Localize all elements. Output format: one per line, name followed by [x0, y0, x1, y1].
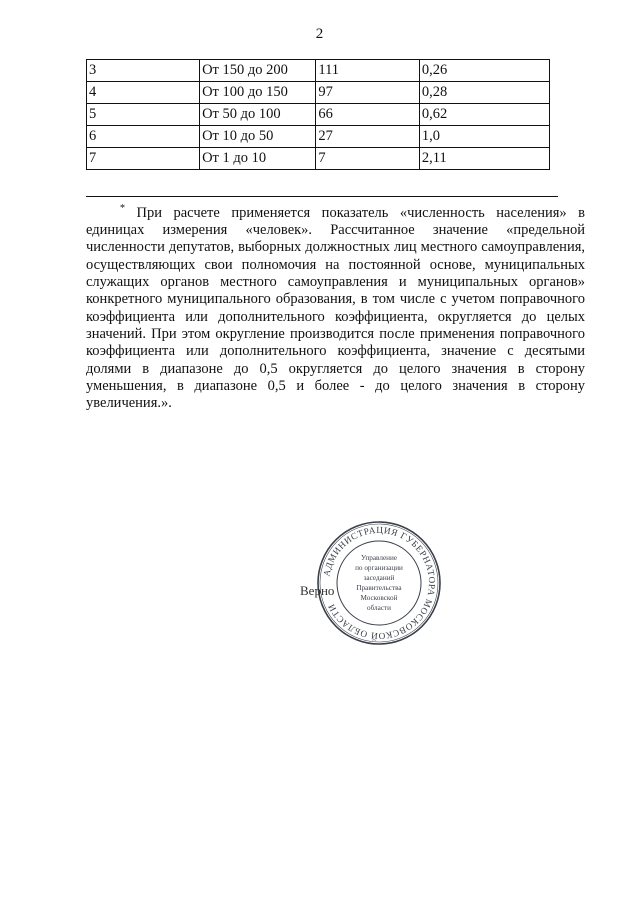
table-cell: 6 — [87, 126, 200, 148]
table-cell: 7 — [316, 148, 420, 170]
table-cell: 27 — [316, 126, 420, 148]
table-cell: 0,62 — [419, 104, 549, 126]
certified-copy-label: Верно — [300, 583, 335, 598]
table-cell: 4 — [87, 82, 200, 104]
stamp-line: Правительства — [356, 584, 402, 592]
stamp-ring-text: АДМИНИСТРАЦИЯ ГУБЕРНАТОРА МОСКОВСКОЙ ОБЛАСТИ — [321, 524, 438, 642]
table-cell: От 1 до 10 — [200, 148, 316, 170]
table-cell: 0,26 — [419, 60, 549, 82]
footnote-text: При расчете применяется показатель «численность населения» в единицах измерения «человек». Рассчитанное значение «предельной численности депутатов, выборных должностных лиц местного самоуправления, осуществляющих свои полномочия на постоянной основе, муниципальных служащих органов местного самоуправления и муниципальных органов» конкретного муниципального образования, в том числе с учетом поправочного коэффициента или дополнительного коэффициента, округляется до целых значений. При этом округление производится после применения поправочного коэффициента или дополнительного коэффициента, значение с десятыми долями в диапазоне до 0,5 округляется до целого значения в сторону уменьшения, в диапазоне 0,5 и более - до целого значения в сторону увеличения.». — [86, 204, 585, 412]
official-stamp — [316, 520, 442, 646]
table-cell: От 10 до 50 — [200, 126, 316, 148]
table-cell: От 50 до 100 — [200, 104, 316, 126]
stamp-line: по организации — [355, 564, 403, 572]
table-row — [87, 82, 550, 104]
stamp-line: области — [366, 604, 392, 612]
table-cell: 5 — [87, 104, 200, 126]
coefficient-table — [86, 59, 550, 170]
table-row — [87, 104, 550, 126]
footnote-marker: * — [120, 203, 125, 214]
table-cell: 1,0 — [419, 126, 549, 148]
table-cell: От 100 до 150 — [200, 82, 316, 104]
table-cell: 66 — [316, 104, 420, 126]
stamp-line: Управление — [360, 554, 398, 562]
footnote-divider — [86, 196, 558, 197]
table-cell: 7 — [87, 148, 200, 170]
table-cell: 2,11 — [419, 148, 549, 170]
footnote — [86, 200, 585, 412]
table-cell: 3 — [87, 60, 200, 82]
table-cell: 0,28 — [419, 82, 549, 104]
table-row — [87, 148, 550, 170]
table-row — [87, 126, 550, 148]
stamp-line: Московской — [360, 594, 398, 602]
stamp-line: заседаний — [363, 574, 395, 582]
page-number: 2 — [315, 26, 324, 42]
table-cell: От 150 до 200 — [200, 60, 316, 82]
table-row — [87, 60, 550, 82]
table-cell: 97 — [316, 82, 420, 104]
table-cell: 111 — [316, 60, 420, 82]
